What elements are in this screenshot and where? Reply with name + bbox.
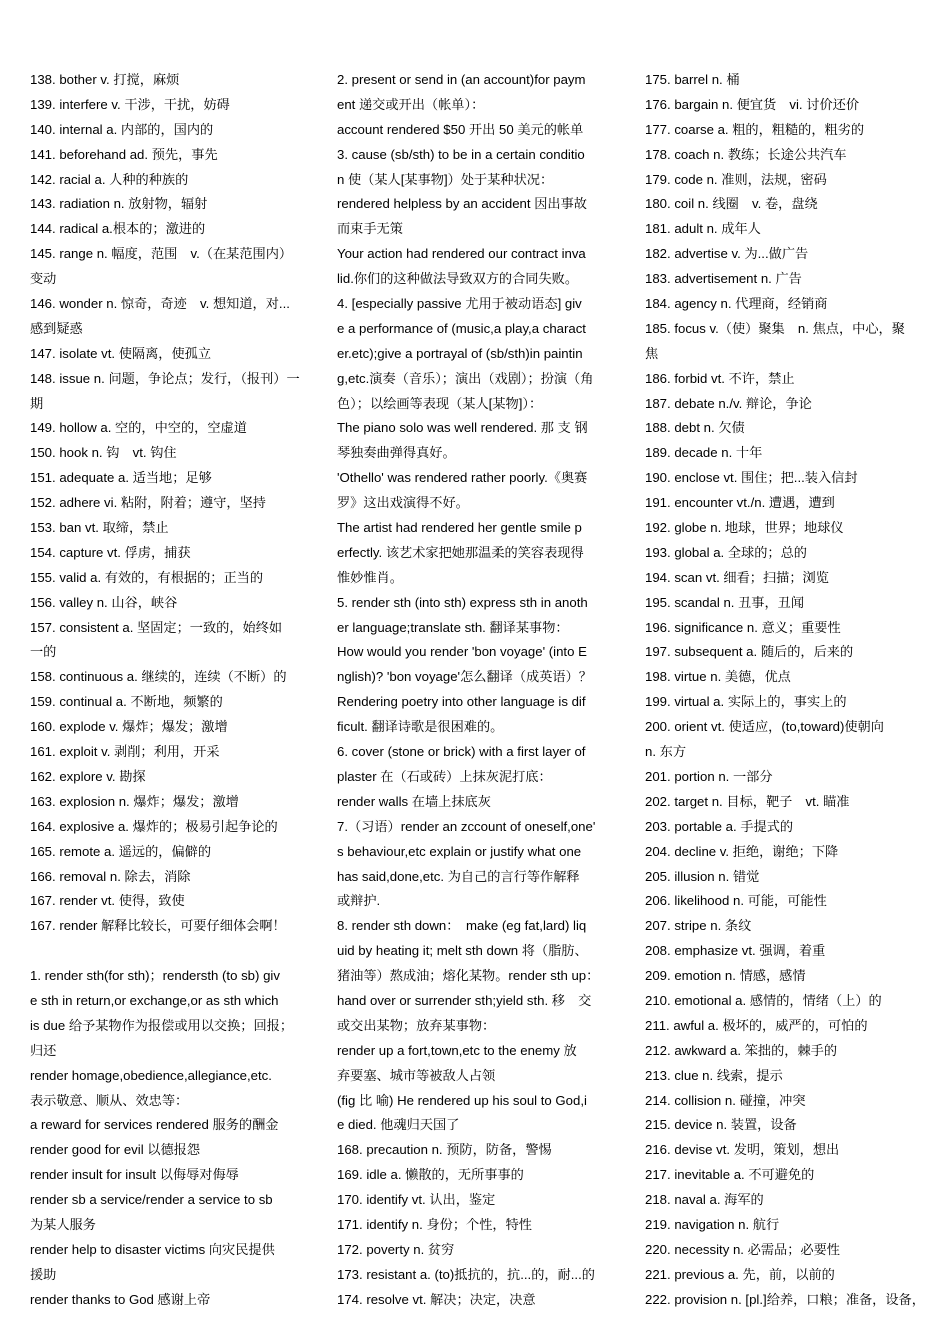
text-line: The artist had rendered her gentle smile p: [337, 520, 582, 536]
text-line: 221. previous a. 先，前，以前的: [645, 1266, 835, 1282]
text-line: 197. subsequent a. 随后的，后来的: [645, 644, 854, 660]
text-line: 173. resistant a. (to)抵抗的，抗...的，耐...的: [337, 1266, 595, 1282]
text-line: 192. globe n. 地球，世界；地球仪: [645, 520, 844, 536]
text-line: 166. removal n. 除去，消除: [30, 868, 191, 884]
text-line: 215. device n. 装置，设备: [645, 1117, 797, 1133]
text-line: Rendering poetry into other language is dif: [337, 694, 586, 710]
text-line: 211. awful a. 极坏的，威严的，可怕的: [645, 1017, 868, 1033]
text-line: 176. bargain n. 便宜货 vi. 讨价还价: [645, 96, 859, 112]
text-line: 罗》这出戏演得不好。: [337, 495, 469, 511]
text-line: 202. target n. 目标，靶子 vt. 瞄准: [645, 793, 850, 809]
text-line: 149. hollow a. 空的，中空的，空虚道: [30, 420, 247, 436]
text-line: 190. enclose vt. 围住；把...装入信封: [645, 470, 858, 486]
text-line: 182. advertise v. 为...做广告: [645, 246, 809, 262]
text-line: rendered helpless by an accident 因出事故: [337, 196, 587, 212]
text-line: 222. provision n. [pl.]给养，口粮；准备，设备，: [645, 1291, 925, 1307]
vocabulary-page: [30, 68, 925, 1328]
text-line: 6. cover (stone or brick) with a first layer of: [337, 744, 586, 760]
text-line: 164. explosive a. 爆炸的；极易引起争论的: [30, 818, 278, 834]
text-line: e died. 他魂归天国了: [337, 1117, 460, 1133]
text-line: s behaviour,etc explain or justify what one: [337, 843, 582, 859]
text-line: 8. render sth down： make (eg fat,lard) liq: [337, 918, 587, 934]
text-line: ent 递交或开出（帐单）：: [337, 96, 485, 112]
text-line: 178. coach n. 教练；长途公共汽车: [645, 146, 847, 162]
text-line: 140. internal a. 内部的，国内的: [30, 121, 214, 137]
text-line: 181. adult n. 成年人: [645, 221, 761, 237]
text-line: 一的: [30, 644, 57, 660]
text-line: 150. hook n. 钩 vt. 钩住: [30, 445, 177, 461]
text-line: 焦: [645, 345, 659, 361]
text-line: 142. racial a. 人种的种族的: [30, 171, 189, 187]
text-line: render homage,obedience,allegiance,etc.: [30, 1067, 272, 1083]
text-line: 169. idle a. 懒散的，无所事事的: [337, 1167, 524, 1183]
text-line: er language;translate sth. 翻译某事物：: [337, 619, 569, 635]
text-line: g,etc.演奏（音乐）；演出（戏剧）；扮演（角: [337, 370, 594, 386]
text-line: 变动: [30, 271, 57, 287]
text-line: 145. range n. 幅度，范围 v.（在某范围内）: [30, 246, 293, 262]
text-line: 143. radiation n. 放射物，辐射: [30, 196, 208, 212]
text-line: 187. debate n./v. 辩论，争论: [645, 395, 812, 411]
text-line: 208. emphasize vt. 强调，着重: [645, 943, 826, 959]
text-line: 175. barrel n. 桶: [645, 72, 740, 87]
text-line: render insult for insult 以侮辱对侮辱: [30, 1167, 239, 1183]
text-line: account rendered $50 开出 50 美元的帐单: [337, 121, 584, 137]
text-line: render walls 在墙上抹底灰: [337, 793, 491, 809]
column-right: [645, 68, 925, 1328]
text-line: (fig 比 喻) He rendered up his soul to God,i: [337, 1092, 587, 1108]
text-line: [30, 939, 337, 964]
text-line: 213. clue n. 线索，提示: [645, 1067, 783, 1083]
text-line: 或辩护.: [337, 893, 381, 909]
text-line: nglish)? 'bon voyage'怎么翻译（成英语）？: [337, 669, 592, 685]
text-line: 153. ban vt. 取缔，禁止: [30, 520, 169, 536]
text-line: plaster 在（石或砖）上抹灰泥打底：: [337, 768, 552, 784]
text-line: 155. valid a. 有效的，有根据的；正当的: [30, 569, 264, 585]
text-line: 惟妙惟肖。: [337, 569, 403, 585]
text-line: e sth in return,or exchange,or as sth which: [30, 992, 279, 1008]
text-line: 195. scandal n. 丑事，丑闻: [645, 594, 805, 610]
text-line: 201. portion n. 一部分: [645, 768, 773, 784]
text-line: 205. illusion n. 错觉: [645, 868, 760, 884]
text-line: 212. awkward a. 笨拙的，棘手的: [645, 1042, 838, 1058]
text-line: 168. precaution n. 预防，防备，警惕: [337, 1142, 552, 1158]
text-line: hand over or surrender sth;yield sth. 移 交: [337, 992, 592, 1008]
text-line: n. 东方: [645, 744, 687, 760]
text-line: 171. identify n. 身份；个性，特性: [337, 1216, 532, 1232]
text-line: The piano solo was well rendered. 那 支 钢: [337, 420, 588, 436]
text-line: 147. isolate vt. 使隔离，使孤立: [30, 345, 212, 361]
text-line: 159. continual a. 不断地，频繁的: [30, 694, 223, 710]
text-line: 177. coarse a. 粗的，粗糙的，粗劣的: [645, 121, 865, 137]
text-line: er.etc);give a portrayal of (sb/sth)in paintin: [337, 345, 583, 361]
text-line: render good for evil 以德报怨: [30, 1142, 201, 1158]
text-line: How would you render 'bon voyage' (into E: [337, 644, 587, 660]
text-line: 156. valley n. 山谷，峡谷: [30, 594, 178, 610]
text-line: e a performance of (music,a play,a charact: [337, 320, 586, 336]
text-line: 144. radical a.根本的；激进的: [30, 221, 206, 237]
text-line: has said,done,etc. 为自己的言行等作解释: [337, 868, 580, 884]
text-line: 158. continuous a. 继续的，连续（不断）的: [30, 669, 287, 685]
text-line: Your action had rendered our contract inva: [337, 246, 586, 262]
text-line: 185. focus v.（使）聚集 n. 焦点，中心，聚: [645, 320, 905, 336]
text-line: 152. adhere vi. 粘附，附着；遵守，坚持: [30, 495, 266, 511]
column-middle: [337, 68, 645, 1328]
text-line: 207. stripe n. 条纹: [645, 918, 752, 934]
text-line: 而束手无策: [337, 221, 403, 237]
text-line: 199. virtual a. 实际上的，事实上的: [645, 694, 847, 710]
text-line: 表示敬意、顺从、效忠等：: [30, 1092, 189, 1108]
text-line: uid by heating it; melt sth down 将（脂肪、: [337, 943, 588, 959]
text-line: 188. debt n. 欠债: [645, 420, 745, 436]
text-line: 161. exploit v. 剥削；利用，开采: [30, 744, 220, 760]
text-line: 214. collision n. 碰撞，冲突: [645, 1092, 806, 1108]
text-line: render up a fort,town,etc to the enemy 放: [337, 1042, 577, 1058]
text-line: 期: [30, 395, 44, 411]
text-line: 200. orient vt. 使适应，(to,toward)使朝向: [645, 719, 884, 735]
text-line: 219. navigation n. 航行: [645, 1216, 780, 1232]
text-line: render help to disaster victims 向灾民提供: [30, 1241, 275, 1257]
text-line: 189. decade n. 十年: [645, 445, 763, 461]
text-line: 归还: [30, 1042, 57, 1058]
text-line: 163. explosion n. 爆炸；爆发；激增: [30, 793, 239, 809]
text-line: n 使（某人[某事物]）处于某种状况：: [337, 171, 554, 187]
text-line: 139. interfere v. 干涉，干扰，妨碍: [30, 96, 230, 112]
text-line: erfectly. 该艺术家把她那温柔的笑容表现得: [337, 544, 584, 560]
text-line: 165. remote a. 遥远的，偏僻的: [30, 843, 212, 859]
text-line: 5. render sth (into sth) express sth in anoth: [337, 594, 588, 610]
text-line: 191. encounter vt./n. 遭遇，遭到: [645, 495, 835, 511]
text-line: 216. devise vt. 发明，策划，想出: [645, 1142, 840, 1158]
text-line: 151. adequate a. 适当地；足够: [30, 470, 212, 486]
text-line: 157. consistent a. 坚固定；一致的，始终如: [30, 619, 283, 635]
text-line: 3. cause (sb/sth) to be in a certain conditio: [337, 146, 585, 162]
text-line: 220. necessity n. 必需品；必要性: [645, 1241, 840, 1257]
text-line: 179. code n. 准则，法规，密码: [645, 171, 827, 187]
text-line: 217. inevitable a. 不可避免的: [645, 1167, 815, 1183]
text-line: 198. virtue n. 美德，优点: [645, 669, 791, 685]
text-line: render thanks to God 感谢上帝: [30, 1291, 211, 1307]
text-line: 210. emotional a. 感情的，情绪（上）的: [645, 992, 882, 1008]
text-line: 146. wonder n. 惊奇，奇迹 v. 想知道，对...: [30, 296, 290, 312]
text-line: 184. agency n. 代理商，经销商: [645, 296, 828, 312]
text-line: 138. bother v. 打搅，麻烦: [30, 72, 180, 87]
text-line: 170. identify vt. 认出，鉴定: [337, 1192, 496, 1208]
text-line: 148. issue n. 问题，争论点；发行，（报刊）一: [30, 370, 300, 386]
text-line: 为某人服务: [30, 1216, 96, 1232]
text-line: 色）；以绘画等表现（某人[某物]）：: [337, 395, 543, 411]
text-line: 'Othello' was rendered rather poorly.《奥赛: [337, 470, 588, 486]
text-line: 160. explode v. 爆炸；爆发；激增: [30, 719, 228, 735]
text-line: 1. render sth(for sth)；rendersth (to sb) giv: [30, 968, 280, 984]
text-line: 218. naval a. 海军的: [645, 1192, 764, 1208]
text-line: 206. likelihood n. 可能，可能性: [645, 893, 827, 909]
text-line: 弃要塞、城市等被敌人占领: [337, 1067, 496, 1083]
text-line: 203. portable a. 手提式的: [645, 818, 794, 834]
text-line: 183. advertisement n. 广告: [645, 271, 802, 287]
text-line: 194. scan vt. 细看；扫描；浏览: [645, 569, 829, 585]
text-line: 167. render vt. 使得，致使: [30, 893, 185, 909]
text-line: 感到疑惑: [30, 320, 83, 336]
text-line: 琴独奏曲弹得真好。: [337, 445, 456, 461]
text-line: 172. poverty n. 贫穷: [337, 1241, 455, 1257]
text-line: 204. decline v. 拒绝，谢绝；下降: [645, 843, 839, 859]
text-line: 167. render 解释比较长，可要仔细体会啊！: [30, 918, 286, 934]
text-line: ficult. 翻译诗歌是很困难的。: [337, 719, 504, 735]
text-line: 或交出某物；放弃某事物：: [337, 1017, 496, 1033]
text-line: 141. beforehand ad. 预先，事先: [30, 146, 218, 162]
text-line: 7.（习语）render an zccount of oneself,one': [337, 818, 596, 834]
text-line: is due 给予某物作为报偿或用以交换；回报；: [30, 1017, 294, 1033]
text-line: 154. capture vt. 俘虏，捕获: [30, 544, 191, 560]
text-line: 174. resolve vt. 解决；决定，决意: [337, 1291, 536, 1307]
text-line: 186. forbid vt. 不许，禁止: [645, 370, 795, 386]
column-left: [30, 68, 337, 1328]
text-line: 162. explore v. 勘探: [30, 768, 146, 784]
text-line: 援助: [30, 1266, 57, 1282]
text-line: render sb a service/render a service to sb: [30, 1192, 273, 1208]
text-line: 196. significance n. 意义；重要性: [645, 619, 841, 635]
text-line: 4. [especially passive 尤用于被动语态] giv: [337, 296, 582, 312]
text-line: 193. global a. 全球的；总的: [645, 544, 807, 560]
text-line: a reward for services rendered 服务的酬金: [30, 1117, 279, 1133]
text-line: 猪油等）熬成油；熔化某物。render sth up：: [337, 968, 600, 984]
text-line: 2. present or send in (an account)for paym: [337, 72, 586, 87]
text-line: lid.你们的这种做法导致双方的合同失败。: [337, 271, 579, 287]
text-line: 209. emotion n. 情感，感情: [645, 968, 806, 984]
text-line: 180. coil n. 线圈 v. 卷，盘绕: [645, 196, 818, 212]
